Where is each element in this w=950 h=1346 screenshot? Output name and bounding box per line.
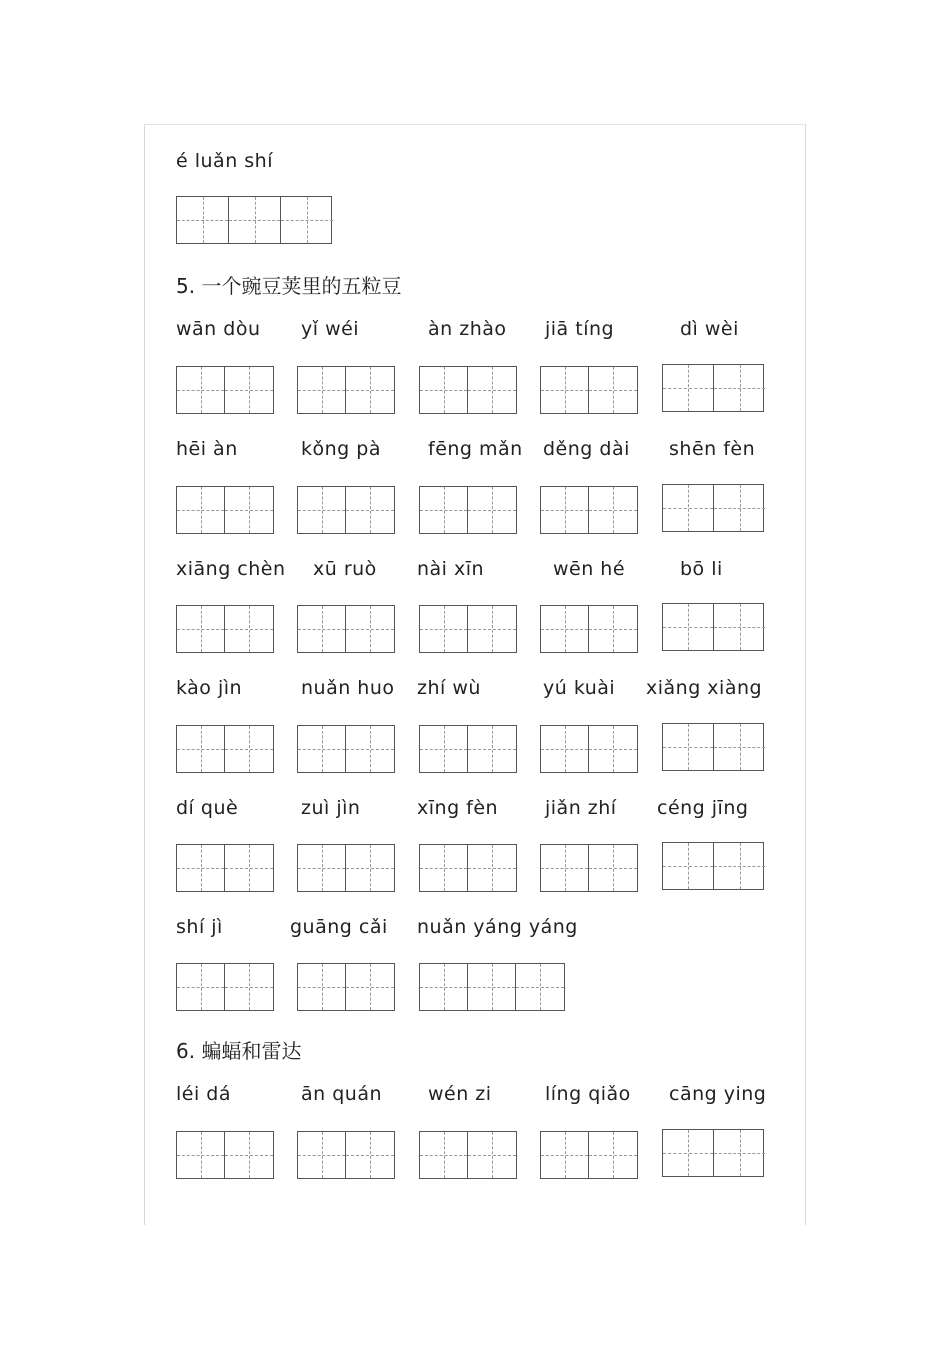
grid-cell xyxy=(346,845,394,891)
pinyin-label: xiāng chèn xyxy=(176,558,286,580)
grid-cell xyxy=(589,1132,637,1178)
grid-cell xyxy=(281,197,333,243)
grid-cell xyxy=(541,1132,589,1178)
writing-grid[interactable] xyxy=(297,963,395,1011)
writing-grid[interactable] xyxy=(540,605,638,653)
grid-cell xyxy=(225,487,273,533)
grid-cell xyxy=(663,604,714,650)
pinyin-label: shí jì xyxy=(176,916,223,938)
writing-grid[interactable] xyxy=(419,366,517,414)
grid-cell xyxy=(177,197,229,243)
grid-cell xyxy=(714,365,765,411)
pinyin-label: wān dòu xyxy=(176,318,261,340)
grid-cell xyxy=(541,606,589,652)
pinyin-label: xīng fèn xyxy=(417,797,499,819)
grid-cell xyxy=(420,1132,468,1178)
grid-cell xyxy=(589,845,637,891)
grid-cell xyxy=(177,964,225,1010)
grid-cell xyxy=(468,487,516,533)
grid-cell xyxy=(225,726,273,772)
writing-grid[interactable] xyxy=(297,486,395,534)
pinyin-label: dì wèi xyxy=(680,318,739,340)
pinyin-label: bō li xyxy=(680,558,723,580)
grid-cell xyxy=(589,367,637,413)
pinyin-label: nài xīn xyxy=(417,558,485,580)
grid-cell xyxy=(298,367,346,413)
writing-grid[interactable] xyxy=(662,603,764,651)
grid-cell xyxy=(177,1132,225,1178)
writing-grid[interactable] xyxy=(176,1131,274,1179)
grid-cell xyxy=(589,606,637,652)
grid-cell xyxy=(298,964,346,1010)
grid-cell xyxy=(177,726,225,772)
grid-cell xyxy=(346,726,394,772)
grid-cell xyxy=(177,606,225,652)
grid-cell xyxy=(346,487,394,533)
grid-cell xyxy=(420,606,468,652)
pinyin-label: xū ruò xyxy=(313,558,377,580)
grid-cell xyxy=(346,1132,394,1178)
grid-cell xyxy=(663,485,714,531)
grid-cell xyxy=(541,367,589,413)
pinyin-label: zhí wù xyxy=(417,677,481,699)
grid-cell xyxy=(714,485,765,531)
grid-cell xyxy=(468,726,516,772)
grid-cell xyxy=(714,604,765,650)
pinyin-label: kǒng pà xyxy=(301,438,381,460)
grid-cell xyxy=(225,606,273,652)
grid-cell xyxy=(346,606,394,652)
writing-grid[interactable] xyxy=(662,723,764,771)
grid-cell xyxy=(714,1130,765,1176)
pinyin-label: léi dá xyxy=(176,1083,231,1105)
grid-cell xyxy=(663,365,714,411)
pinyin-label: cāng ying xyxy=(669,1083,767,1105)
writing-grid[interactable] xyxy=(176,725,274,773)
pinyin-label: shēn fèn xyxy=(669,438,756,460)
pinyin-label: wén zi xyxy=(428,1083,492,1105)
writing-grid[interactable] xyxy=(176,366,274,414)
pinyin-label: é luǎn shí xyxy=(176,150,273,172)
pinyin-label: děng dài xyxy=(543,438,630,460)
pinyin-label: fēng mǎn xyxy=(428,438,523,460)
writing-grid[interactable] xyxy=(176,605,274,653)
writing-grid[interactable] xyxy=(297,605,395,653)
writing-grid[interactable] xyxy=(297,366,395,414)
writing-grid[interactable] xyxy=(540,486,638,534)
grid-cell xyxy=(468,1132,516,1178)
writing-grid[interactable] xyxy=(176,196,332,244)
grid-cell xyxy=(298,1132,346,1178)
writing-grid[interactable] xyxy=(540,844,638,892)
grid-cell xyxy=(298,487,346,533)
section-title: 6. 蝙蝠和雷达 xyxy=(176,1039,302,1063)
pinyin-label: hēi àn xyxy=(176,438,238,460)
writing-grid[interactable] xyxy=(540,366,638,414)
grid-cell xyxy=(420,964,468,1010)
grid-cell xyxy=(298,845,346,891)
pinyin-label: zuì jìn xyxy=(301,797,361,819)
pinyin-label: xiǎng xiàng xyxy=(646,677,763,699)
grid-cell xyxy=(225,367,273,413)
grid-cell xyxy=(714,724,765,770)
writing-grid[interactable] xyxy=(540,1131,638,1179)
grid-cell xyxy=(468,367,516,413)
grid-cell xyxy=(714,843,765,889)
grid-cell xyxy=(346,367,394,413)
grid-cell xyxy=(346,964,394,1010)
grid-cell xyxy=(225,845,273,891)
writing-grid[interactable] xyxy=(419,486,517,534)
writing-grid[interactable] xyxy=(176,844,274,892)
pinyin-label: ān quán xyxy=(301,1083,383,1105)
grid-cell xyxy=(468,606,516,652)
grid-cell xyxy=(420,845,468,891)
grid-cell xyxy=(420,726,468,772)
writing-grid[interactable] xyxy=(297,844,395,892)
writing-grid[interactable] xyxy=(419,963,565,1011)
writing-grid[interactable] xyxy=(419,605,517,653)
pinyin-label: dí què xyxy=(176,797,239,819)
writing-grid[interactable] xyxy=(540,725,638,773)
grid-cell xyxy=(225,964,273,1010)
pinyin-label: kào jìn xyxy=(176,677,243,699)
grid-cell xyxy=(541,726,589,772)
pinyin-label: àn zhào xyxy=(428,318,507,340)
writing-grid[interactable] xyxy=(419,1131,517,1179)
writing-grid[interactable] xyxy=(662,364,764,412)
grid-cell xyxy=(420,487,468,533)
grid-cell xyxy=(177,487,225,533)
writing-grid[interactable] xyxy=(419,725,517,773)
grid-cell xyxy=(541,845,589,891)
grid-cell xyxy=(177,367,225,413)
pinyin-label: céng jīng xyxy=(657,797,749,819)
grid-cell xyxy=(420,367,468,413)
writing-grid[interactable] xyxy=(176,486,274,534)
writing-grid[interactable] xyxy=(297,1131,395,1179)
pinyin-label: nuǎn yáng yáng xyxy=(417,916,578,938)
grid-cell xyxy=(468,964,516,1010)
grid-cell xyxy=(541,487,589,533)
pinyin-label: nuǎn huo xyxy=(301,677,395,699)
grid-cell xyxy=(663,1130,714,1176)
pinyin-label: guāng cǎi xyxy=(290,916,388,938)
grid-cell xyxy=(663,724,714,770)
writing-grid[interactable] xyxy=(662,842,764,890)
grid-cell xyxy=(177,845,225,891)
grid-cell xyxy=(589,726,637,772)
grid-cell xyxy=(298,606,346,652)
writing-grid[interactable] xyxy=(176,963,274,1011)
grid-cell xyxy=(229,197,281,243)
pinyin-label: wēn hé xyxy=(553,558,626,580)
grid-cell xyxy=(468,845,516,891)
grid-cell xyxy=(589,487,637,533)
writing-grid[interactable] xyxy=(419,844,517,892)
grid-cell xyxy=(298,726,346,772)
section-title: 5. 一个豌豆荚里的五粒豆 xyxy=(176,274,402,298)
pinyin-label: yú kuài xyxy=(543,677,616,699)
pinyin-label: líng qiǎo xyxy=(545,1083,631,1105)
writing-grid[interactable] xyxy=(662,484,764,532)
writing-grid[interactable] xyxy=(662,1129,764,1177)
pinyin-label: yǐ wéi xyxy=(301,318,360,340)
grid-cell xyxy=(225,1132,273,1178)
grid-cell xyxy=(516,964,564,1010)
writing-grid[interactable] xyxy=(297,725,395,773)
pinyin-label: jiǎn zhí xyxy=(545,797,617,819)
grid-cell xyxy=(663,843,714,889)
pinyin-label: jiā tíng xyxy=(545,318,615,340)
